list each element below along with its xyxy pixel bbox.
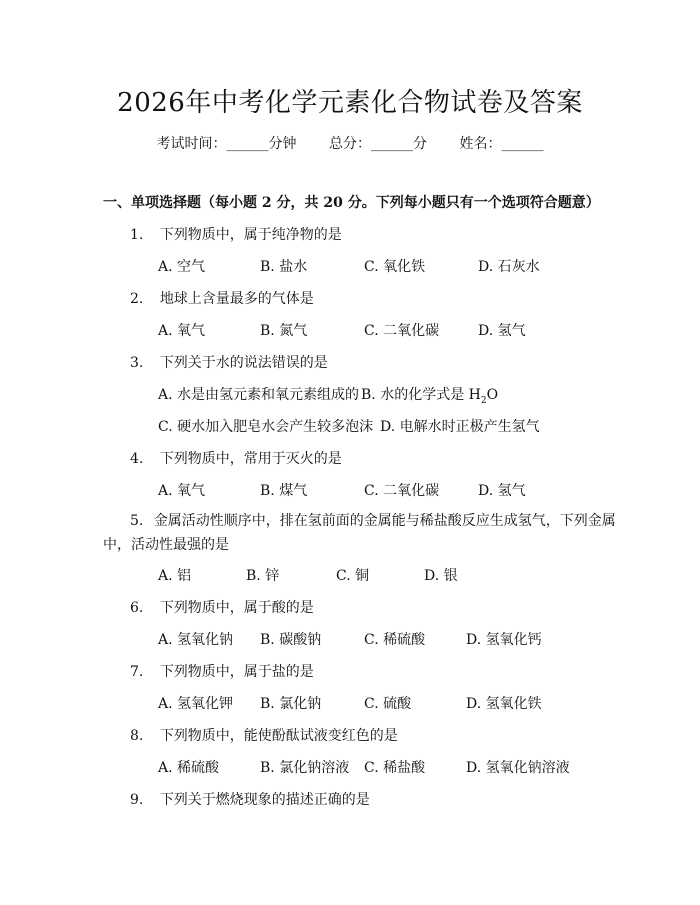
question-text: 下列物质中，属于盐的是 [159,664,314,680]
question-5 [103,509,623,557]
option-b[interactable]: B. 氯化钠溶液 [260,760,350,776]
question-4 [0,448,342,468]
option-a[interactable]: A. 空气 [158,259,206,275]
option-c[interactable]: C. 铜 [336,568,370,584]
option-a[interactable]: A. 铝 [158,568,192,584]
option-d[interactable]: D. 氢氧化钠溶液 [466,760,570,776]
option-c[interactable]: C. 硬水加入肥皂水会产生较多泡沫 [158,419,374,435]
question-number: 2. [130,291,144,307]
question-text: 下列关于水的说法错误的是 [159,355,328,371]
question-8 [0,725,398,745]
option-b[interactable]: B. 碳酸钠 [260,632,322,648]
question-1 [0,224,342,244]
section-heading: 一、单项选择题（每小题 2 分，共 20 分。下列每小题只有一个选项符合题意） [103,195,600,211]
question-3 [0,352,328,372]
question-7 [0,661,314,681]
option-b[interactable]: B. 锌 [246,568,280,584]
option-b-text: B. 水的化学式是 H [361,387,481,403]
exam-time: 考试时间：______分钟 [156,136,297,152]
option-c[interactable]: C. 硫酸 [364,696,412,712]
option-b[interactable] [361,384,498,406]
question-text: 下列物质中，能使酚酞试液变红色的是 [159,728,398,744]
question-number: 1. [130,227,144,243]
option-d[interactable]: D. 氢氧化铁 [466,696,542,712]
question-text: 金属活动性顺序中，排在氢前面的金属能与稀盐酸反应生成氢气，下列金属中，活动性最强的是 [103,513,616,553]
student-name: 姓名：______ [459,136,544,152]
option-b[interactable]: B. 氯化钠 [260,696,322,712]
option-d[interactable]: D. 氢气 [478,483,526,499]
question-text: 下列物质中，属于酸的是 [159,600,314,616]
option-a[interactable]: A. 水是由氢元素和氧元素组成的 [158,387,360,403]
option-d[interactable]: D. 氢氧化钙 [466,632,542,648]
option-a[interactable]: A. 氢氧化钠 [158,632,234,648]
option-c[interactable]: C. 稀盐酸 [364,760,426,776]
option-c[interactable]: C. 氧化铁 [364,259,426,275]
option-b[interactable]: B. 盐水 [260,259,308,275]
question-number: 6. [130,600,144,616]
option-a[interactable]: A. 稀硫酸 [158,760,220,776]
option-c[interactable]: C. 稀硫酸 [364,632,426,648]
exam-meta [0,133,700,153]
question-text: 下列物质中，属于纯净物的是 [159,227,342,243]
option-d[interactable]: D. 银 [424,568,458,584]
question-number: 9. [130,792,144,808]
question-number: 3. [130,355,144,371]
question-number: 8. [130,728,144,744]
option-d[interactable]: D. 氢气 [478,323,526,339]
question-text: 地球上含量最多的气体是 [159,291,314,307]
question-text: 下列关于燃烧现象的描述正确的是 [159,792,370,808]
question-text: 下列物质中，常用于灭火的是 [159,451,342,467]
option-c[interactable]: C. 二氧化碳 [364,323,440,339]
option-a[interactable]: A. 氧气 [158,323,206,339]
question-number: 7. [130,664,144,680]
option-d[interactable]: D. 石灰水 [478,259,540,275]
question-number: 4. [130,451,144,467]
formula-subscript: 2 [480,395,487,406]
option-a[interactable]: A. 氢氧化钾 [158,696,234,712]
question-9 [0,789,370,809]
formula-tail: O [486,387,499,403]
exam-score: 总分：______分 [329,136,427,152]
question-2 [0,288,314,308]
page-title: 2026年中考化学元素化合物试卷及答案 [117,88,583,118]
option-c[interactable]: C. 二氧化碳 [364,483,440,499]
option-d[interactable]: D. 电解水时正极产生氢气 [380,419,540,435]
question-6 [0,597,314,617]
option-a[interactable]: A. 氧气 [158,483,206,499]
question-number: 5. [130,513,144,529]
option-b[interactable]: B. 氮气 [260,323,308,339]
option-b[interactable]: B. 煤气 [260,483,308,499]
